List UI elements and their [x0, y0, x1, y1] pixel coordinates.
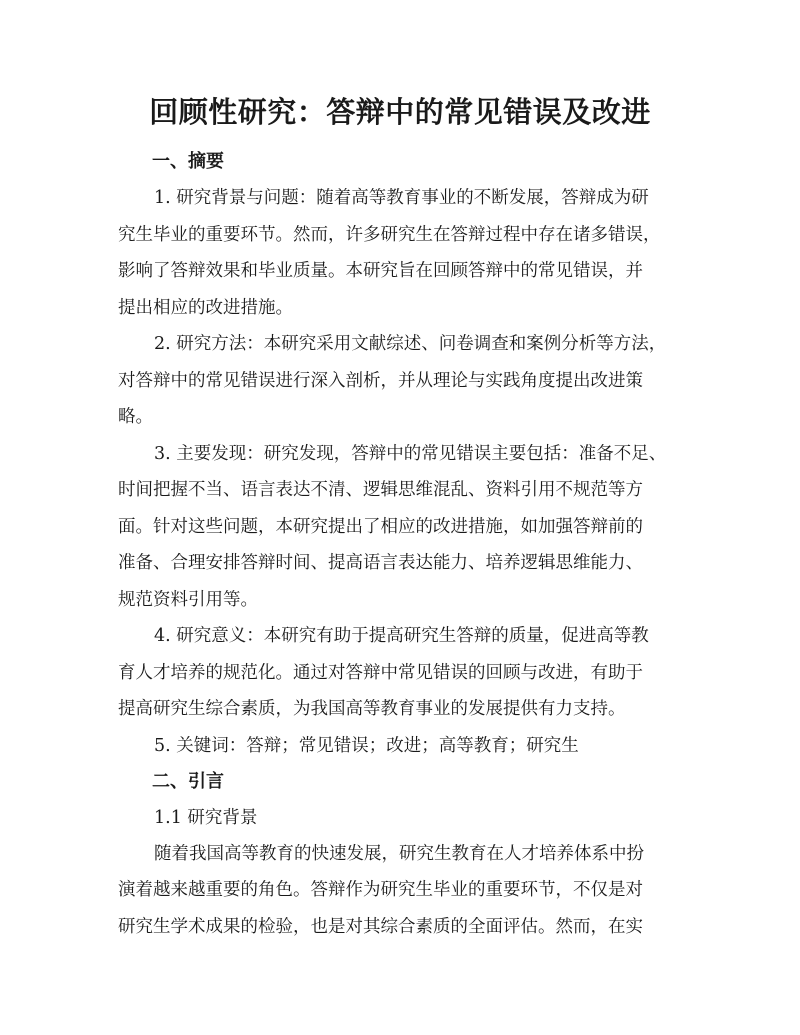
paragraph-line: 随着我国高等教育的快速发展，研究生教育在人才培养体系中扮 — [154, 843, 644, 864]
document-body — [118, 144, 693, 945]
paragraph-line: 研究生学术成果的检验，也是对其综合素质的全面评估。然而，在实 — [118, 916, 643, 937]
paragraph-line: 规范资料引用等。 — [118, 589, 258, 610]
section-heading-introduction: 二、引言 — [152, 770, 224, 792]
paragraph-line: 影响了答辩效果和毕业质量。本研究旨在回顾答辩中的常见错误，并 — [118, 261, 643, 281]
paragraph-line: 提高研究生综合素质，为我国高等教育事业的发展提供有力支持。 — [118, 699, 626, 719]
paragraph-line: 准备、合理安排答辩时间、提高语言表达能力、培养逻辑思维能力、 — [118, 553, 643, 573]
paragraph-line: 2. 研究方法：本研究采用文献综述、问卷调查和案例分析等方法， — [154, 334, 667, 354]
keywords-line: 5. 关键词：答辩；常见错误；改进；高等教育；研究生 — [154, 735, 579, 756]
section-heading-abstract: 一、摘要 — [152, 151, 224, 172]
paragraph-line: 略。 — [118, 407, 153, 427]
abstract-item-findings — [118, 436, 693, 619]
abstract-item-significance — [118, 618, 693, 728]
paragraph-line: 演着越来越重要的角色。答辩作为研究生毕业的重要环节，不仅是对 — [118, 880, 643, 900]
subsection-heading-background: 1.1 研究背景 — [154, 807, 258, 828]
paragraph-line: 提出相应的改进措施。 — [118, 297, 293, 318]
abstract-item-background — [118, 180, 693, 326]
paragraph-line: 究生毕业的重要环节。然而，许多研究生在答辩过程中存在诸多错误， — [118, 224, 661, 245]
intro-paragraph — [118, 836, 693, 946]
abstract-item-methods — [118, 326, 693, 436]
paragraph-line: 4. 研究意义：本研究有助于提高研究生答辩的质量，促进高等教 — [154, 626, 649, 646]
document-title: 回顾性研究：答辩中的常见错误及改进 — [149, 95, 651, 129]
paragraph-line: 1. 研究背景与问题：随着高等教育事业的不断发展，答辩成为研 — [154, 188, 649, 208]
paragraph-line: 育人才培养的规范化。通过对答辩中常见错误的回顾与改进，有助于 — [118, 662, 643, 683]
paragraph-line: 3. 主要发现：研究发现，答辩中的常见错误主要包括：准备不足、 — [154, 443, 667, 464]
paragraph-line: 时间把握不当、语言表达不清、逻辑思维混乱、资料引用不规范等方 — [118, 480, 643, 500]
paragraph-line: 面。针对这些问题，本研究提出了相应的改进措施，如加强答辩前的 — [118, 516, 643, 537]
paragraph-line: 对答辩中的常见错误进行深入剖析，并从理论与实践角度提出改进策 — [118, 370, 643, 391]
